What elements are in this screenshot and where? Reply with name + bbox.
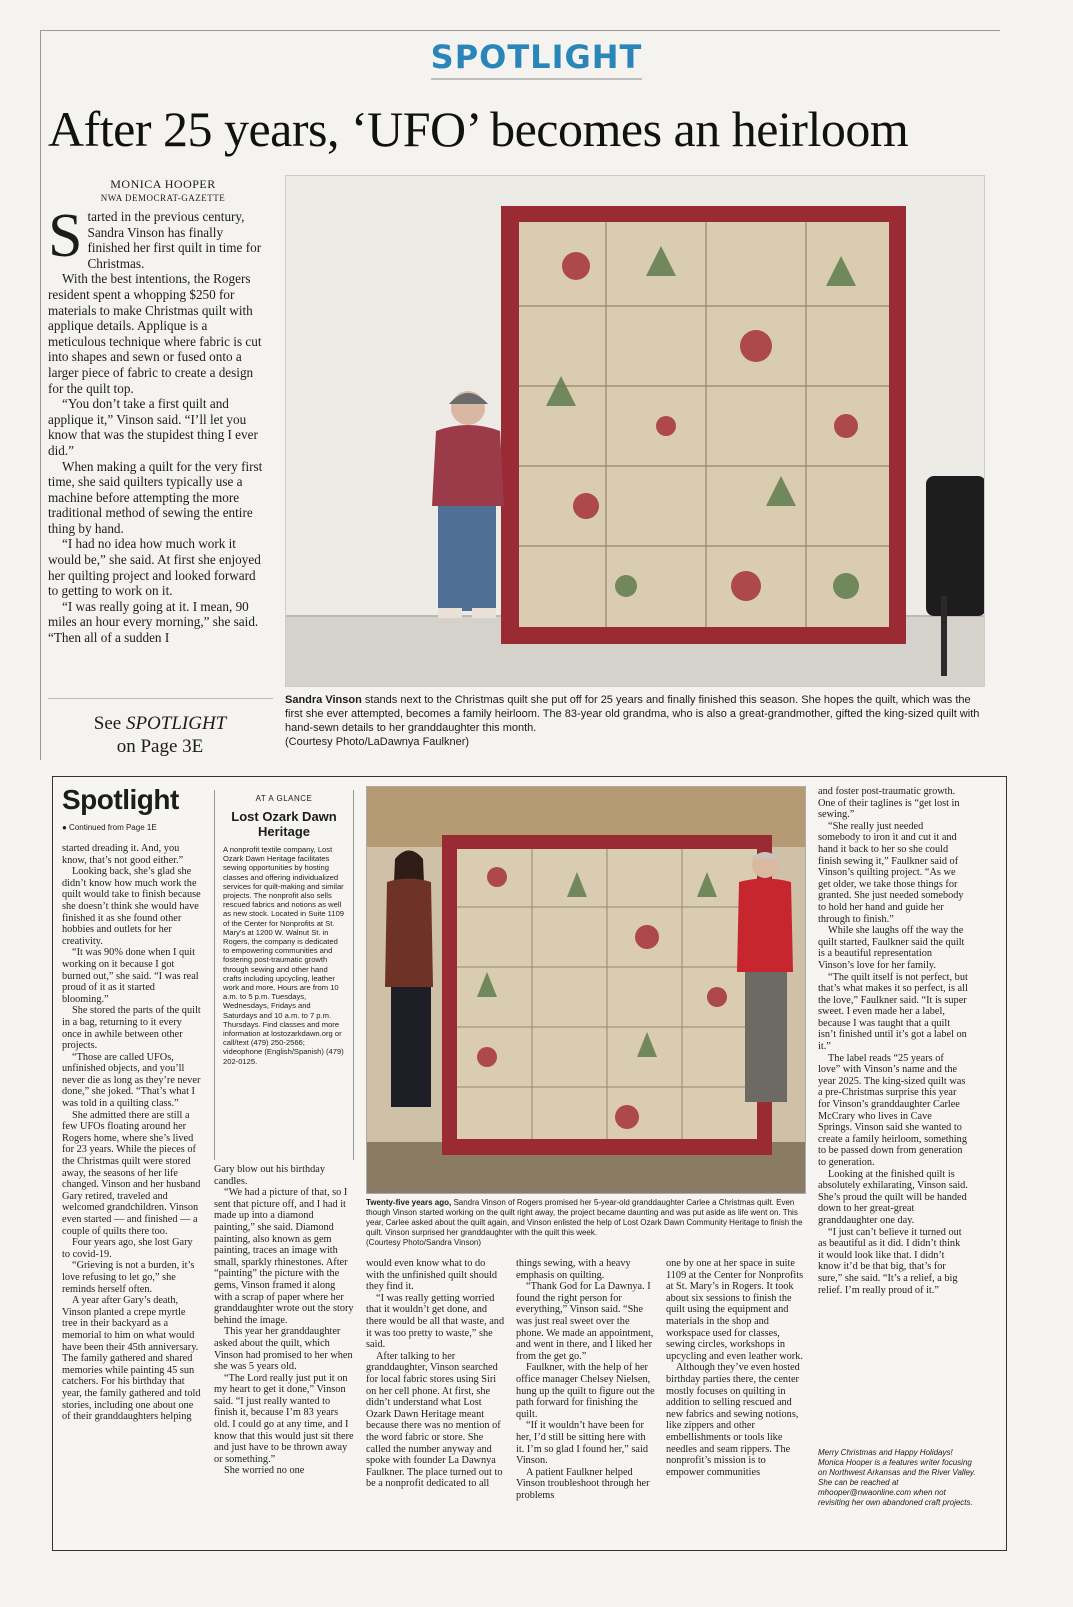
kicker-text: SPOTLIGHT — [431, 38, 643, 80]
story-paragraph: “I had no idea how much work it would be,” she said. At first she enjoyed her quilting project and looked forward to getting to work on it. — [48, 536, 261, 599]
caption-2-credit: (Courtesy Photo/Sandra Vinson) — [366, 1238, 482, 1247]
text-column-5: one by one at her space in suite 1109 at the Center for Nonprofits at St. Mary’s in Rogers. It took about six sessions to finish the quilt using the equipment and materials in the shop and workspace used for classes, sewing circles, workshops in upcycling and even leather work. Although they’ve even hosted birthday parties there, the center mostly focuses on quilting in addition to selling rescued and new fabrics and sewing notions, like zippers and other embellishments or tools like needles and seam rippers. The nonprofit’s mission is to empower communities — [666, 1258, 804, 1478]
author-note: Merry Christmas and Happy Holidays! Monica Hooper is a features writer focusing on Northwest Arkansas and the River Valley. She can be reached at mhooper@nwaonline.com when not revisiting her own abandoned craft projects. — [818, 1448, 976, 1507]
jump-line: See SPOTLIGHT on Page 3E — [93, 713, 227, 757]
caption-lead: Sandra Vinson — [285, 694, 362, 706]
text-column-6: and foster post-traumatic growth. One of their taglines is “get lost in sewing.” “She really just needed somebody to iron it and cut it and hand it back to her so she could finish sewing it,” Faulkner said of Vinson’s quilting project. “As we get older, we take those things for granted. She just needed somebody to hold her hand and guide her through to finish.” While she laughs off the way the quilt started, Faulkner said the quilt is a beautiful representation Vinson’s love for her family. “The quilt itself is not perfect, but that’s what makes it so perfect, is all the love,” Faulkner said. “It is super sweet. I even made her a label, because I was taught that a quilt isn’t finished until it’s got a label on it.” The label reads “25 years of love” with Vinson’s name and the year 2025. The king-sized quilt was a pre-Christmas surprise this year for Vinson’s granddaughter Carlee McCrary who lives in Cave Springs. Vinson said she wanted to create a family heirloom, something to be passed down from generation to generation. Looking at the finished quilt is absolutely exhilarating, Vinson said. She’s proud the quilt will be handed down to her great-great granddaughter one day. “I just can’t believe it turned out as beautiful as it did. I didn’t think it would look like that. I didn’t know it’d be that big, that’s for sure,” she said. “It’s a relief, a big relief. I’m really proud of it.” — [818, 786, 968, 1296]
quilt-photo-2-illustration — [367, 787, 806, 1194]
caption-2-text: Sandra Vinson of Rogers promised her 5-year-old granddaughter Carlee a Christmas quilt. Even though Vinson started working on the quilt right away, the project became daunting and was put aside as life went on. This year, Carlee asked about the quilt again, and Vinson enlisted the help of Lost Ozark Dawn Community Heritage to finish the quilt. Vinson surprised her granddaughter with the quilt this week. — [366, 1198, 803, 1237]
story-paragraph: “I was really going at it. I mean, 90 miles an hour every morning,” she said. “Then all of a sudden I — [48, 598, 259, 646]
headline: After 25 years, ‘UFO’ becomes an heirloom — [48, 101, 909, 157]
glance-body: A nonprofit textile company, Lost Ozark Dawn Heritage facilitates sewing opportunities by hosting classes and offering individualized services for quilt-making and similar projects. The nonprofit also sells rescued fabrics and notions as well as new stock. Located in Suite 1109 of the Center for Nonprofits at St. Mary’s at 1200 W. Walnut St. in Rogers, the company is dedicated to empowering communities and fostering post-traumatic growth through sewing and other hand crafts including upcycling, leather work and more. Hours are from 10 a.m. to 5 p.m. Tuesdays, Wednesdays, Fridays and Saturdays and 10 a.m. to 7 p.m. Thursdays. Find classes and more information at lostozarkdawn.org or call/text (479) 250-2566; videophone (English/Spanish) (479) 202-0125. — [223, 845, 345, 1066]
story-column — [48, 202, 268, 646]
text-column-4: things sewing, with a heavy emphasis on quilting. “Thank God for La Dawnya. I found the right person for everything,” Vinson said. “She was just real sweet over the phone. We made an appointment, and went in there, and I liked her from the get go.” Faulkner, with the help of her office manager Chelsey Nielsen, hung up the quilt to figure out the path forward for finishing the quilt. “If it wouldn’t have been for her, I’d still be sitting here with it. I’m so glad I found her,” said Vinson. A patient Faulkner helped Vinson troubleshoot through her problems — [516, 1258, 655, 1501]
byline-org: NWA DEMOCRAT-GAZETTE — [100, 193, 226, 203]
caption-credit: (Courtesy Photo/LaDawnya Faulkner) — [285, 736, 470, 748]
text-column-2: Gary blow out his birthday candles. “We had a picture of that, so I sent that picture off, and I had it made up into a diamond painting,” she said. Diamond painting, also known as gem painting, traces an image with small, sparkly rhinestones. After “painting” the picture with the gems, Vinson framed it along with a scrap of paper where her granddaughter wrote out the story behind the image. This year her granddaughter asked about the quilt, which Vinson had promised to her when she was 5 years old. “The Lord really just put it on my heart to get it done,” Vinson said. “I just really wanted to finish it, because I’m 83 years old. I could go at any time, and I know that this would just sit there and just have to be thrown away or something.” She worried no one — [214, 1164, 354, 1477]
caption-2-lead: Twenty-five years ago, — [366, 1198, 452, 1207]
continued-header: Spotlight — [62, 784, 179, 815]
top-rule — [40, 30, 1000, 31]
at-a-glance-box — [214, 790, 354, 1160]
story-paragraph: When making a quilt for the very first time, she said quilters typically use a machine before attempting the more traditional method of sewing the entire thing by hand. — [48, 458, 263, 536]
photo-caption — [285, 693, 990, 749]
text-column-3: would even know what to do with the unfinished quilt should they find it. “I was really getting worried that it wouldn’t get done, and there would be all that waste, and it was too pretty to waste,” she said. After talking to her granddaughter, Vinson searched for local fabric stores using Siri on her cell phone. At first, she didn’t understand what Lost Ozark Dawn Heritage meant because there was no mention of the word fabric or store. She called the number anyway and spoke with founder La Dawnya Faulkner. The place turned out to be a nonprofit dedicated to all — [366, 1258, 505, 1490]
quilt-photo-illustration — [286, 176, 985, 687]
drop-cap: S — [48, 202, 83, 270]
glance-label: AT A GLANCE — [255, 794, 313, 803]
section-kicker — [0, 38, 1073, 80]
story-paragraph: “You don’t take a first quilt and applique it,” Vinson said. “I’ll let you know that was the stupidest thing I ever did.” — [48, 396, 258, 458]
story-paragraph: Started in the previous century, Sandra Vinson has finally finished her first quilt in time for Christmas. — [48, 202, 262, 271]
jump-divider — [48, 698, 273, 699]
byline — [48, 177, 278, 203]
caption-text: stands next to the Christmas quilt she put off for 25 years and finally finished this season. She hopes the quilt, which was the first she ever attempted, becomes a family heirloom. The 83-year old grandma, who is also a great-grandmother, gifted the king-sized quilt with hand-sewn details to her granddaughter this month. — [285, 694, 980, 734]
story-paragraph: With the best intentions, the Rogers resident spent a whopping $250 for materials to make Christmas quilt with applique details. Applique is a meticulous technique where fabric is cut into shapes and sewn or fused onto a larger piece of fabric to create a design for the quilt top. — [48, 271, 262, 396]
left-rule — [40, 30, 41, 760]
glance-title: Lost Ozark Dawn Heritage — [231, 809, 337, 839]
photo-quilt-two-women — [366, 786, 806, 1194]
byline-name: MONICA HOOPER — [110, 177, 216, 191]
text-column-1: started dreading it. And, you know, that’s not good either.” Looking back, she’s glad she didn’t know how much work the quilt would take to finish because she doesn’t think she would have finished it as she found other hobbies and outlets for her creativity. “It was 90% done when I quit working on it because I got burned out,” she said. “I was real proud of it as it started blooming.” She stored the parts of the quilt in a bag, returning to it every once in awhile between other projects. “Those are called UFOs, unfinished objects, and you’ll never die as long as they’re never done,” she joked. “That’s what I was told in a quilting class.” She admitted there are still a few UFOs floating around her Rogers home, where she’s lived for 23 years. While the pieces of the Christmas quilt were stored away, the seasons of her life changed. Vinson and her husband Gary retired, traveled and welcomed grandchildren. Vinson even started — and finished — a couple of quilts there too. Four years ago, she lost Gary to covid-19. “Grieving is not a burden, it’s love refusing to let go,” she reminds herself often. A year after Gary’s death, Vinson planted a crepe myrtle tree in their backyard as a memorial to him on what would have been their 45th anniversary. The family gathered and shared memories while painting 45 sun catchers. For his birthday that year, the family gathered and told stories, including one about one of their granddaughters helping — [62, 843, 201, 1423]
photo-quilt-woman — [285, 175, 985, 687]
photo-2-caption — [366, 1198, 811, 1248]
continued-from-line: ● Continued from Page 1E — [62, 823, 157, 832]
